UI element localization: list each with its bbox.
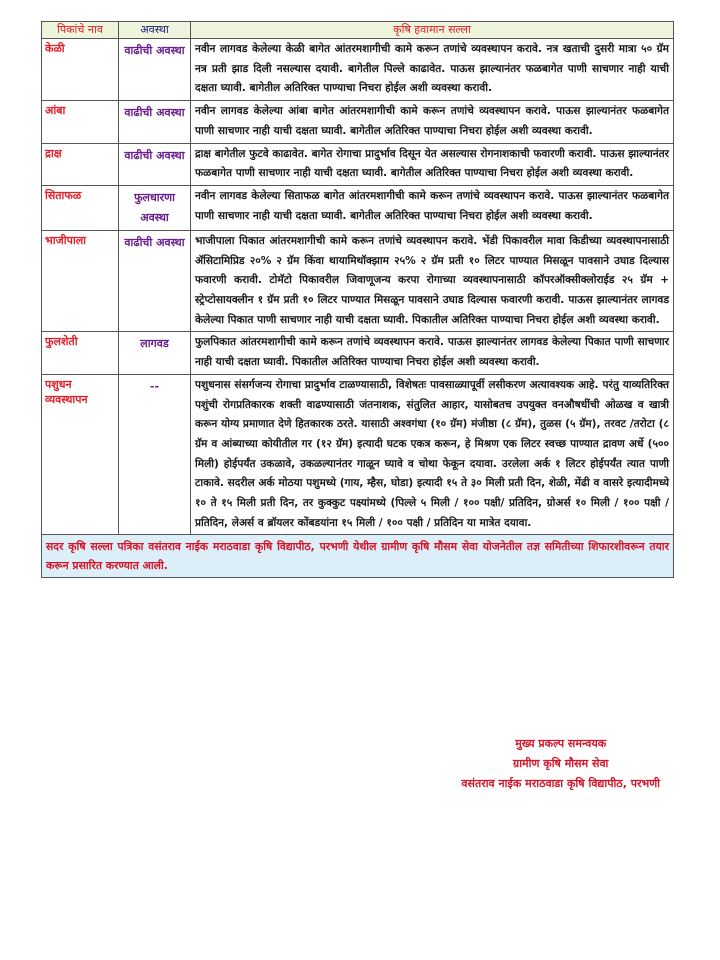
table-row: [42, 332, 674, 374]
crop-name: फुलशेती: [42, 332, 119, 374]
crop-advice: फुलपिकात आंतरमशागीची कामे करून तणांचे व्यवस्थापन करावे. पाऊस झाल्यानंतर लागवड केलेल्या पिकात पाणी साचणार नाही याची दक्षता घ्यावी. पिकातील अतिरिक्त पाण्याचा निचरा होईल अशी व्यवस्था करावी.: [191, 332, 674, 374]
crop-name: द्राक्ष: [42, 143, 119, 185]
crop-stage: वाढीची अवस्था: [119, 39, 191, 101]
signature-department: ग्रामीण कृषि मौसम सेवा: [512, 757, 609, 770]
advisory-table: [41, 21, 674, 578]
signature-university: वसंतराव नाईक मराठवाडा कृषि विद्यापीठ, परभणी: [461, 777, 660, 790]
table-row: [42, 230, 674, 332]
advisory-footer-note: सदर कृषि सल्ला पत्रिका वसंतराव नाईक मराठवाडा कृषि विद्यापीठ, परभणी येथील ग्रामीण कृषि मौसम सेवा योजनेतील तज्ञ समितीच्या शिफारशीवरून तयार करून प्रसारित करण्यात आली.: [42, 535, 674, 578]
signature-block: [461, 734, 660, 794]
crop-advice: नवीन लागवड केलेल्या सिताफळ बागेत आंतरमशागीची कामे करून तणांचे व्यवस्थापन करावे. पाऊस झाल्यानंतर फळबागेत पाणी साचणार नाही याची दक्षता घ्यावी. बागेतील अतिरिक्त पाण्याचा निचरा होईल अशी व्यवस्था करावी.: [191, 185, 674, 230]
crop-stage: वाढीची अवस्था: [119, 230, 191, 332]
crop-advice: पशुधनास संसर्गजन्य रोगाचा प्रादुर्भाव टाळण्यासाठी, विशेषतः पावसाळ्यापूर्वी लसीकरण अत्यावश्यक आहे. परंतु याव्यतिरिक्त पशुंची रोगप्रतिकारक शक्ती वाढण्यासाठी जंतनाशक, संतुलित आहार, यासोबतच उपयुक्त वनऔषधींची ओळख व खात्री करून योग्य प्रमाणात देणे हितकारक ठरते. यासाठी अश्वगंधा (१० ग्रॅम) मंजीष्ठा (८ ग्रॅम), तुळस (५ ग्रॅम), तरवट /तरोटा (८ ग्रॅम व आंब्याच्या कोयीतील गर (१२ ग्रॅम) इत्यादी घटक एकत्र करून, हे मिश्रण एक लिटर स्वच्छ पाण्यात द्रावण अर्धे (५०० मिली) होईपर्यंत उकळावे, उकळल्यानंतर गाळून घ्यावे व चोथा फेकून दयावा. उरलेला अर्क १ लिटर होईपर्यंत त्यात पाणी टाकावे. सदरील अर्क मोठया पशुमध्ये (गाय, म्हैस, घोडा) इत्यादी १५ ते ३० मिली प्रती दिन, शेळी, मेंढी व वासरे इत्यादीमध्ये १० ते १५ मिली प्रती दिन, तर कुक्कुट पक्ष्यांमध्ये (पिल्ले ५ मिली / १०० पक्षी/ प्रतिदिन, ग्रोअर्स १० मिली / १०० पक्षी / प्रतिदिन, लेअर्स व ब्रॉयलर कोंबडयांना १५ मिली / १०० पक्षी / प्रतिदिन या मात्रेत दयावा.: [191, 374, 674, 535]
crop-advice: द्राक्ष बागेतील फुटवे काढावेत. बागेत रोगाचा प्रादुर्भाव दिसून येत असल्यास रोगनाशकाची फवारणी करावी. पाऊस झाल्यानंतर फळबागेत पाणी साचणार नाही याची दक्षता घ्यावी. बागेतील अतिरिक्त पाण्याचा निचरा होईल अशी व्यवस्था करावी.: [191, 143, 674, 185]
signature-designation: मुख्य प्रकल्प समन्वयक: [515, 737, 607, 750]
crop-advice: नवीन लागवड केलेल्या केळी बागेत आंतरमशागीची कामे करून तणांचे व्यवस्थापन करावे. नत्र खताची दुसरी मात्रा ५० ग्रॅम नत्र प्रती झाड दिली नसल्यास दयावी. बागेतील पिल्ले काढावेत. पाऊस झाल्यानंतर फळबागेत पाणी साचणार नाही याची दक्षता घ्यावी. बागेतील अतिरिक्त पाण्याचा निचरा होईल अशी व्यवस्था करावी.: [191, 39, 674, 101]
crop-name: भाजीपाला: [42, 230, 119, 332]
crop-stage: फुलधारणा अवस्था: [119, 185, 191, 230]
crop-name: सिताफळ: [42, 185, 119, 230]
crop-stage: --: [119, 374, 191, 535]
header-crop-name: पिकांचे नाव: [42, 22, 119, 39]
table-row: [42, 185, 674, 230]
crop-advice: भाजीपाला पिकात आंतरमशागीची कामे करून तणांचे व्यवस्थापन करावे. भेंडी पिकावरील मावा किडीच्या व्यवस्थापनासाठी ॲसिटामिप्रिड २०% २ ग्रॅम किंवा थायामिथॉक्झाम २५% २ ग्रॅम प्रती १० लिटर पाण्यात मिसळून पावसाने उघाड दिल्यास फवारणी करावी. टोमॅटो पिकावरील जिवाणूजन्य करपा रोगाच्या व्यवस्थापनासाठी कॉपरऑक्सीक्लोराईड २५ ग्रॅम + स्ट्रेप्टोसायक्लीन १ ग्रॅम प्रती १० लिटर पाण्यात मिसळून पावसाने उघाड दिल्यास फवारणी करावी. पाऊस झाल्यानंतर लागवड केलेल्या पिकात पाणी साचणार नाही याची दक्षता घ्यावी. पिकातील अतिरिक्त पाण्याचा निचरा होईल अशी व्यवस्था करावी.: [191, 230, 674, 332]
table-row: [42, 39, 674, 101]
header-advice: कृषि हवामान सल्ला: [191, 22, 674, 39]
table-footer-row: [42, 535, 674, 578]
crop-name: पशुधन व्यवस्थापन: [42, 374, 119, 535]
crop-name: आंबा: [42, 101, 119, 143]
header-stage: अवस्था: [119, 22, 191, 39]
table-row: [42, 374, 674, 535]
table-header-row: [42, 22, 674, 39]
crop-stage: वाढीची अवस्था: [119, 143, 191, 185]
crop-stage: लागवड: [119, 332, 191, 374]
table-row: [42, 143, 674, 185]
crop-advice: नवीन लागवड केलेल्या आंबा बागेत आंतरमशागीची कामे करून तणांचे व्यवस्थापन करावे. पाऊस झाल्यानंतर फळबागेत पाणी साचणार नाही याची दक्षता घ्यावी. बागेतील अतिरिक्त पाण्याचा निचरा होईल अशी व्यवस्था करावी.: [191, 101, 674, 143]
crop-stage: वाढीची अवस्था: [119, 101, 191, 143]
table-row: [42, 101, 674, 143]
crop-name: केळी: [42, 39, 119, 101]
